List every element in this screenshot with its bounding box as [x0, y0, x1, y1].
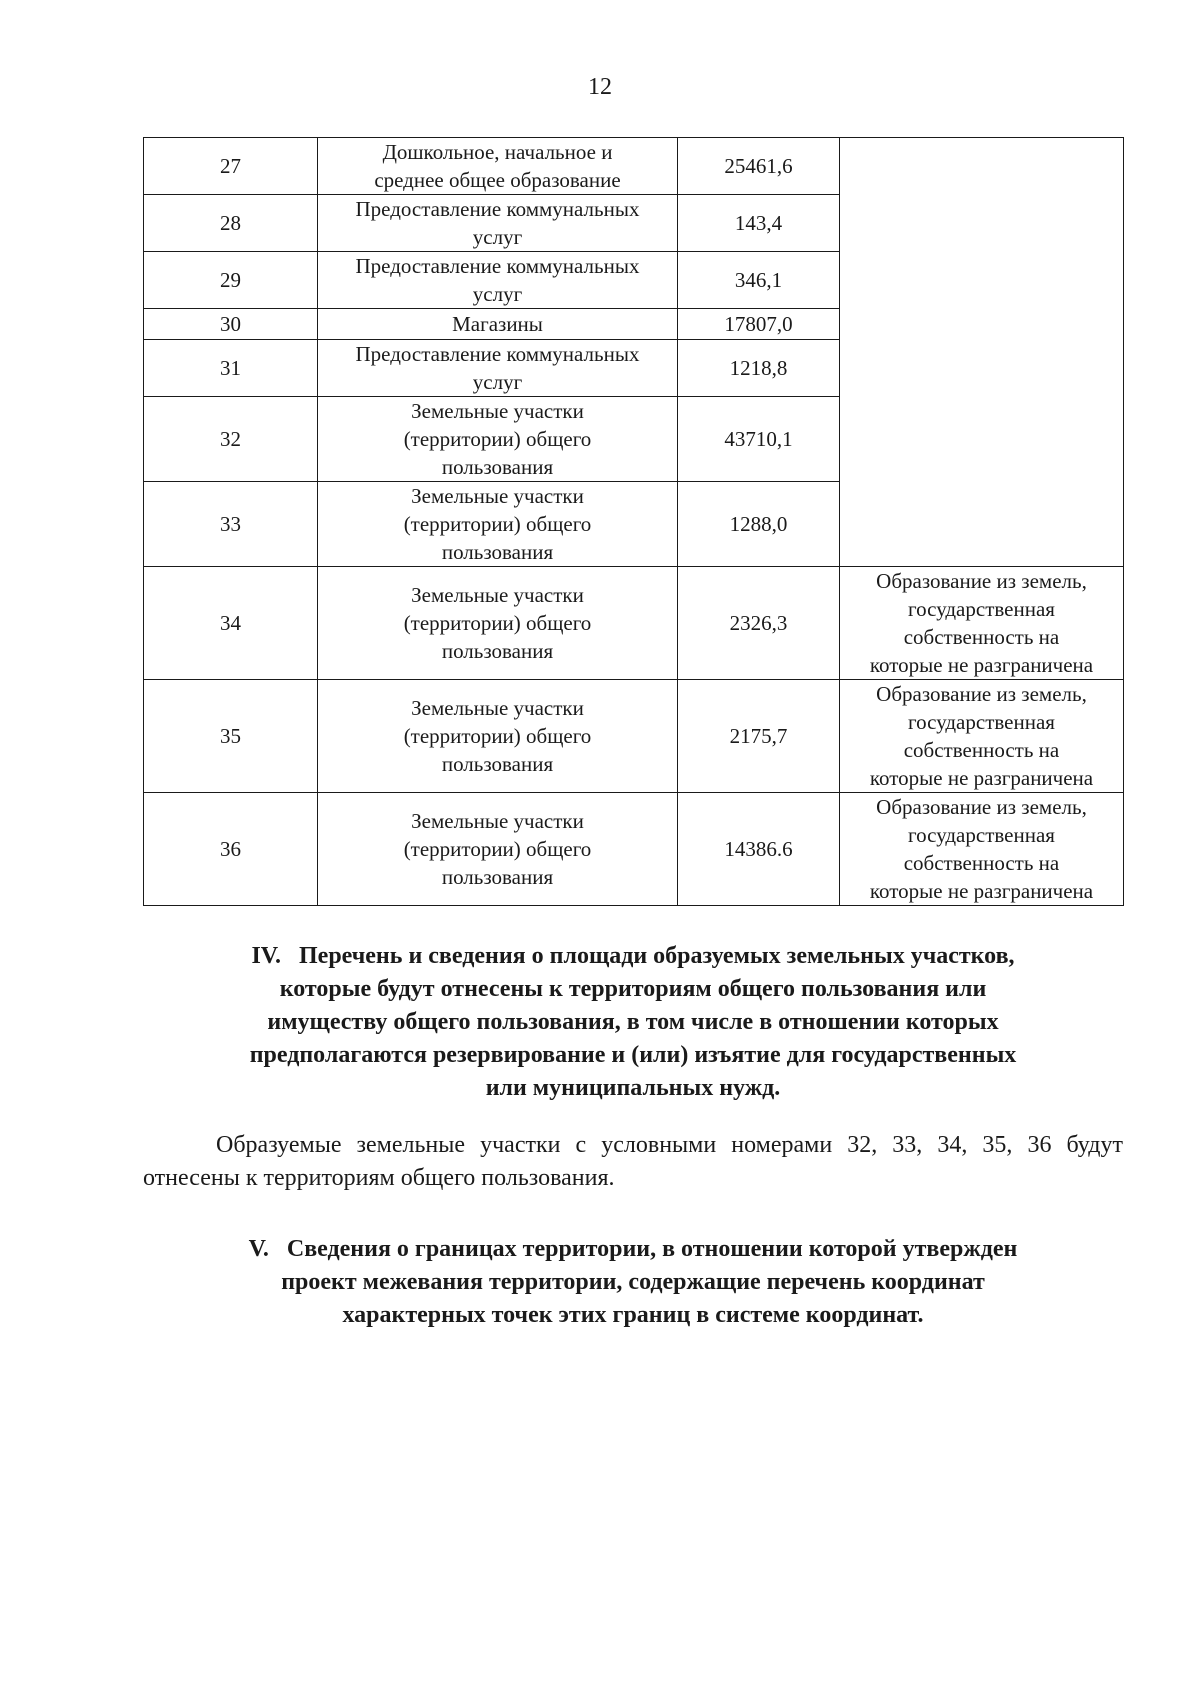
plot-area: 143,4 [678, 195, 840, 252]
plot-number: 30 [144, 309, 318, 340]
formation-method: Образование из земель, государственная собственность на которые не разграничена [840, 567, 1124, 680]
plot-number: 34 [144, 567, 318, 680]
heading-line: V. Сведения о границах территории, в отношении которой утвержден [248, 1236, 1018, 1262]
formation-method: Образование из земель, государственная собственность на которые не разграничена [840, 680, 1124, 793]
table-row [144, 138, 1124, 195]
plot-number: 29 [144, 252, 318, 309]
plot-area: 2175,7 [678, 680, 840, 793]
plot-area: 346,1 [678, 252, 840, 309]
plot-number: 31 [144, 340, 318, 397]
plot-number: 32 [144, 397, 318, 482]
plot-number: 33 [144, 482, 318, 567]
body-paragraph: Образуемые земельные участки с условными номерами 32, 33, 34, 35, 36 будут отнесены к территориям общего пользования. [143, 1132, 1123, 1191]
heading-line: характерных точек этих границ в системе координат. [342, 1302, 924, 1328]
plot-purpose: Дошкольное, начальное и среднее общее образование [318, 138, 678, 195]
plot-purpose: Предоставление коммунальных услуг [318, 195, 678, 252]
table-row [144, 680, 1124, 793]
plot-area: 25461,6 [678, 138, 840, 195]
section-numeral: V. [248, 1236, 269, 1262]
plot-area: 2326,3 [678, 567, 840, 680]
heading-line: имуществу общего пользования, в том числе в отношении которых [267, 1009, 999, 1035]
heading-line: проект межевания территории, содержащие перечень координат [281, 1269, 985, 1295]
plot-area: 1288,0 [678, 482, 840, 567]
heading-line: или муниципальных нужд. [485, 1075, 781, 1101]
heading-line: которые будут отнесены к территориям общего пользования или [279, 976, 987, 1002]
plot-area: 14386.6 [678, 793, 840, 906]
land-plots-table [143, 137, 1124, 906]
heading-line: IV. Перечень и сведения о площади образуемых земельных участков, [251, 943, 1015, 969]
plot-purpose: Предоставление коммунальных услуг [318, 252, 678, 309]
section-numeral: IV. [251, 943, 282, 969]
plot-number: 36 [144, 793, 318, 906]
plot-area: 43710,1 [678, 397, 840, 482]
table-row [144, 793, 1124, 906]
heading-line: предполагаются резервирование и (или) изъятие для государственных [249, 1042, 1017, 1068]
plot-purpose: Земельные участки (территории) общего пользования [318, 793, 678, 906]
plot-number: 35 [144, 680, 318, 793]
formation-method-empty [840, 138, 1124, 567]
plot-area: 1218,8 [678, 340, 840, 397]
table-row [144, 567, 1124, 680]
page-number: 12 [588, 74, 612, 100]
plot-number: 27 [144, 138, 318, 195]
plot-purpose: Земельные участки (территории) общего пользования [318, 567, 678, 680]
formation-method: Образование из земель, государственная собственность на которые не разграничена [840, 793, 1124, 906]
plot-purpose: Предоставление коммунальных услуг [318, 340, 678, 397]
plot-number: 28 [144, 195, 318, 252]
plot-purpose: Земельные участки (территории) общего пользования [318, 482, 678, 567]
section-heading-v [143, 1233, 1123, 1332]
plot-purpose: Магазины [318, 309, 678, 340]
plot-purpose: Земельные участки (территории) общего пользования [318, 397, 678, 482]
plot-purpose: Земельные участки (территории) общего пользования [318, 680, 678, 793]
section-heading-iv [143, 940, 1123, 1105]
plot-area: 17807,0 [678, 309, 840, 340]
